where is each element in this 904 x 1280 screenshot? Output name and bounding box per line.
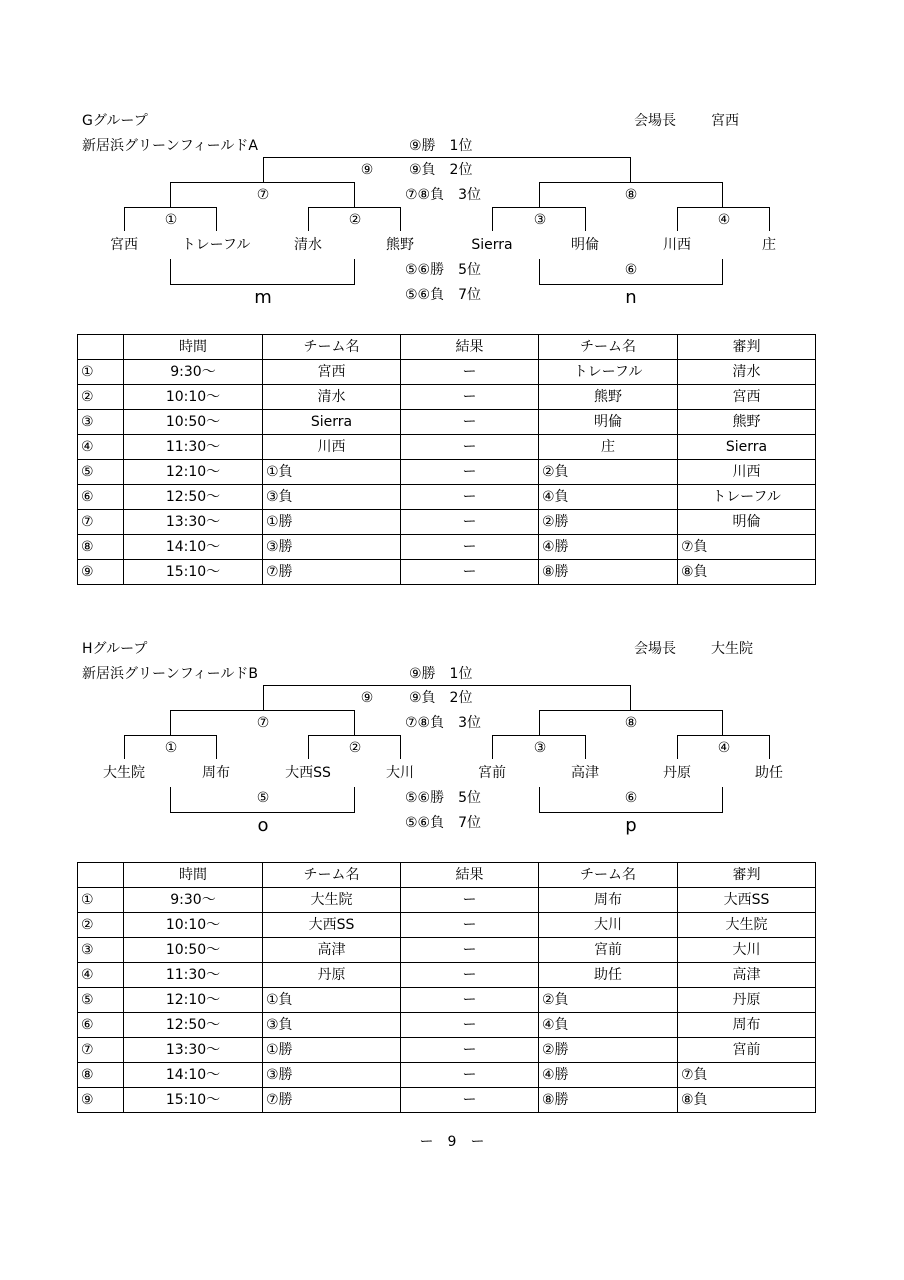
bracket-line xyxy=(585,735,586,759)
team-b-cell: ②勝 xyxy=(539,1038,678,1063)
result-third: ⑦⑧負 3位 xyxy=(405,715,482,731)
column-header: チーム名 xyxy=(539,335,678,360)
time-cell: 10:50～ xyxy=(124,938,263,963)
team-a-cell: 大西SS xyxy=(263,913,401,938)
referee-cell: ⑧負 xyxy=(678,1088,816,1113)
time-cell: 13:30～ xyxy=(124,510,263,535)
bracket-line xyxy=(400,207,401,231)
time-cell: 12:10～ xyxy=(124,460,263,485)
result-fifth: ⑤⑥勝 5位 xyxy=(405,790,482,806)
match-mark-3: ③ xyxy=(533,212,547,228)
time-cell: 15:10～ xyxy=(124,1088,263,1113)
bracket-line xyxy=(170,812,355,813)
team-a-cell: Sierra xyxy=(263,410,401,435)
time-cell: 14:10～ xyxy=(124,1063,263,1088)
match-number-cell: ⑥ xyxy=(78,485,124,510)
referee-cell: ⑦負 xyxy=(678,1063,816,1088)
match-number-cell: ⑤ xyxy=(78,460,124,485)
bracket-line xyxy=(124,735,217,736)
referee-cell: 丹原 xyxy=(678,988,816,1013)
team-b-cell: ②負 xyxy=(539,460,678,485)
bracket-line xyxy=(170,710,171,736)
result-cell: ー xyxy=(401,385,539,410)
bracket-line xyxy=(722,787,723,813)
time-cell: 10:10～ xyxy=(124,385,263,410)
result-cell: ー xyxy=(401,1063,539,1088)
column-header: チーム名 xyxy=(539,863,678,888)
result-cell: ー xyxy=(401,460,539,485)
result-first: ⑨勝 1位 xyxy=(409,138,473,154)
time-cell: 10:10～ xyxy=(124,913,263,938)
match-number-cell: ① xyxy=(78,360,124,385)
time-cell: 15:10～ xyxy=(124,560,263,585)
bracket-line xyxy=(263,157,264,183)
match-mark-2: ② xyxy=(348,740,362,756)
team-b-cell: 大川 xyxy=(539,913,678,938)
bracket-line xyxy=(722,259,723,285)
result-second: ⑨負 2位 xyxy=(409,690,473,706)
match-number-cell: ④ xyxy=(78,963,124,988)
team-a-cell: 丹原 xyxy=(263,963,401,988)
team-b-cell: 明倫 xyxy=(539,410,678,435)
team-name: 助任 xyxy=(755,765,783,781)
team-name: 宮西 xyxy=(110,237,138,253)
bracket-line xyxy=(308,207,309,231)
bracket-line xyxy=(170,284,355,285)
table-row xyxy=(78,888,816,913)
bracket-line xyxy=(170,787,171,813)
table-row xyxy=(78,510,816,535)
bracket-line xyxy=(677,735,678,759)
team-b-cell: 周布 xyxy=(539,888,678,913)
bracket-line xyxy=(677,207,678,231)
time-cell: 11:30～ xyxy=(124,963,263,988)
result-cell: ー xyxy=(401,560,539,585)
bracket-line xyxy=(170,182,171,208)
result-cell: ー xyxy=(401,963,539,988)
time-cell: 9:30～ xyxy=(124,888,263,913)
team-b-cell: トレーフル xyxy=(539,360,678,385)
match-number-cell: ⑦ xyxy=(78,510,124,535)
bracket-line xyxy=(216,735,217,759)
bracket-line xyxy=(263,685,631,686)
team-name: 大川 xyxy=(386,765,414,781)
table-row xyxy=(78,460,816,485)
venue-chief-name: 宮西 xyxy=(711,113,739,129)
team-a-cell: ⑦勝 xyxy=(263,560,401,585)
team-b-cell: ④負 xyxy=(539,485,678,510)
match-mark-5: ⑤ xyxy=(256,790,270,806)
match-mark-9: ⑨ xyxy=(360,690,374,706)
bracket-line xyxy=(170,710,355,711)
referee-cell: ⑦負 xyxy=(678,535,816,560)
result-cell: ー xyxy=(401,435,539,460)
result-cell: ー xyxy=(401,938,539,963)
bracket-line xyxy=(124,735,125,759)
time-cell: 13:30～ xyxy=(124,1038,263,1063)
match-number-cell: ③ xyxy=(78,938,124,963)
table-row xyxy=(78,963,816,988)
referee-cell: 清水 xyxy=(678,360,816,385)
column-header xyxy=(78,863,124,888)
match-number-cell: ⑤ xyxy=(78,988,124,1013)
time-cell: 10:50～ xyxy=(124,410,263,435)
result-cell: ー xyxy=(401,360,539,385)
consolation-label-left: m xyxy=(254,287,272,308)
team-a-cell: ③負 xyxy=(263,1013,401,1038)
match-number-cell: ⑧ xyxy=(78,1063,124,1088)
bracket-line xyxy=(170,259,171,285)
referee-cell: トレーフル xyxy=(678,485,816,510)
match-mark-6: ⑥ xyxy=(624,262,638,278)
bracket-line xyxy=(769,735,770,759)
table-row xyxy=(78,1038,816,1063)
referee-cell: 高津 xyxy=(678,963,816,988)
team-b-cell: 熊野 xyxy=(539,385,678,410)
team-b-cell: ②負 xyxy=(539,988,678,1013)
venue-chief-label: 会場長 xyxy=(634,113,676,129)
consolation-label-right: n xyxy=(625,287,637,308)
bracket-line xyxy=(354,182,355,208)
result-cell: ー xyxy=(401,410,539,435)
result-cell: ー xyxy=(401,510,539,535)
table-header-row xyxy=(78,863,816,888)
referee-cell: 大川 xyxy=(678,938,816,963)
team-a-cell: 高津 xyxy=(263,938,401,963)
referee-cell: 川西 xyxy=(678,460,816,485)
venue-chief-label: 会場長 xyxy=(634,641,676,657)
bracket-line xyxy=(308,735,309,759)
team-name: 丹原 xyxy=(663,765,691,781)
team-name: トレーフル xyxy=(181,237,251,253)
referee-cell: 大生院 xyxy=(678,913,816,938)
result-third: ⑦⑧負 3位 xyxy=(405,187,482,203)
result-cell: ー xyxy=(401,1088,539,1113)
team-name: 周布 xyxy=(202,765,230,781)
match-number-cell: ② xyxy=(78,385,124,410)
bracket-line xyxy=(539,182,723,183)
table-row xyxy=(78,1013,816,1038)
result-first: ⑨勝 1位 xyxy=(409,666,473,682)
group-title: Hグループ xyxy=(82,641,148,657)
referee-cell: 熊野 xyxy=(678,410,816,435)
table-row xyxy=(78,410,816,435)
bracket-line xyxy=(539,787,540,813)
bracket-line xyxy=(492,735,493,759)
table-row xyxy=(78,435,816,460)
team-a-cell: ③勝 xyxy=(263,1063,401,1088)
team-a-cell: ①負 xyxy=(263,460,401,485)
team-b-cell: ⑧勝 xyxy=(539,560,678,585)
table-row xyxy=(78,1088,816,1113)
result-cell: ー xyxy=(401,913,539,938)
referee-cell: Sierra xyxy=(678,435,816,460)
table-row xyxy=(78,360,816,385)
bracket-line xyxy=(677,207,770,208)
time-cell: 12:50～ xyxy=(124,485,263,510)
page-number: ー 9 ー xyxy=(419,1134,485,1150)
team-a-cell: 川西 xyxy=(263,435,401,460)
team-a-cell: ①勝 xyxy=(263,510,401,535)
bracket-line xyxy=(585,207,586,231)
team-b-cell: 宮前 xyxy=(539,938,678,963)
bracket-line xyxy=(263,157,631,158)
result-seventh: ⑤⑥負 7位 xyxy=(405,287,482,303)
bracket-line xyxy=(539,284,723,285)
referee-cell: ⑧負 xyxy=(678,560,816,585)
bracket-line xyxy=(630,685,631,711)
time-cell: 12:10～ xyxy=(124,988,263,1013)
bracket-line xyxy=(492,735,586,736)
referee-cell: 宮前 xyxy=(678,1038,816,1063)
team-name: 川西 xyxy=(663,237,691,253)
team-name: 高津 xyxy=(571,765,599,781)
team-a-cell: ①勝 xyxy=(263,1038,401,1063)
time-cell: 11:30～ xyxy=(124,435,263,460)
table-row xyxy=(78,988,816,1013)
bracket-line xyxy=(677,735,770,736)
consolation-label-left: o xyxy=(257,815,269,836)
match-mark-6: ⑥ xyxy=(624,790,638,806)
bracket-line xyxy=(539,259,540,285)
bracket-line xyxy=(170,182,355,183)
referee-cell: 宮西 xyxy=(678,385,816,410)
match-mark-2: ② xyxy=(348,212,362,228)
column-header: 時間 xyxy=(124,863,263,888)
column-header: 結果 xyxy=(401,335,539,360)
table-row xyxy=(78,938,816,963)
team-b-cell: 助任 xyxy=(539,963,678,988)
bracket-line xyxy=(539,812,723,813)
bracket-line xyxy=(354,787,355,813)
table-row xyxy=(78,560,816,585)
match-number-cell: ⑥ xyxy=(78,1013,124,1038)
match-mark-7: ⑦ xyxy=(256,715,270,731)
result-fifth: ⑤⑥勝 5位 xyxy=(405,262,482,278)
result-cell: ー xyxy=(401,535,539,560)
team-b-cell: ⑧勝 xyxy=(539,1088,678,1113)
time-cell: 12:50～ xyxy=(124,1013,263,1038)
consolation-label-right: p xyxy=(625,815,637,836)
column-header: チーム名 xyxy=(263,863,401,888)
time-cell: 14:10～ xyxy=(124,535,263,560)
team-a-cell: ①負 xyxy=(263,988,401,1013)
result-seventh: ⑤⑥負 7位 xyxy=(405,815,482,831)
bracket-line xyxy=(263,685,264,711)
venue-chief-name: 大生院 xyxy=(711,641,753,657)
bracket-line xyxy=(492,207,586,208)
bracket-line xyxy=(354,259,355,285)
result-cell: ー xyxy=(401,888,539,913)
match-number-cell: ⑨ xyxy=(78,1088,124,1113)
table-row xyxy=(78,385,816,410)
match-number-cell: ② xyxy=(78,913,124,938)
bracket-line xyxy=(630,157,631,183)
match-number-cell: ① xyxy=(78,888,124,913)
table-row xyxy=(78,913,816,938)
bracket-line xyxy=(722,182,723,208)
team-a-cell: ③負 xyxy=(263,485,401,510)
column-header: 結果 xyxy=(401,863,539,888)
match-number-cell: ⑧ xyxy=(78,535,124,560)
match-number-cell: ⑨ xyxy=(78,560,124,585)
team-b-cell: ②勝 xyxy=(539,510,678,535)
team-name: Sierra xyxy=(471,237,513,253)
time-cell: 9:30～ xyxy=(124,360,263,385)
referee-cell: 大西SS xyxy=(678,888,816,913)
bracket-line xyxy=(308,207,401,208)
match-number-cell: ③ xyxy=(78,410,124,435)
bracket-line xyxy=(354,710,355,736)
match-mark-1: ① xyxy=(164,212,178,228)
team-b-cell: ④勝 xyxy=(539,1063,678,1088)
match-mark-7: ⑦ xyxy=(256,187,270,203)
column-header: 審判 xyxy=(678,863,816,888)
team-name: 明倫 xyxy=(571,237,599,253)
bracket-line xyxy=(308,735,401,736)
venue-name: 新居浜グリーンフィールドB xyxy=(82,666,258,682)
bracket-line xyxy=(769,207,770,231)
team-a-cell: ⑦勝 xyxy=(263,1088,401,1113)
team-name: 大生院 xyxy=(103,765,145,781)
match-mark-8: ⑧ xyxy=(624,715,638,731)
column-header: 審判 xyxy=(678,335,816,360)
result-cell: ー xyxy=(401,1038,539,1063)
bracket-line xyxy=(124,207,217,208)
table-row xyxy=(78,535,816,560)
result-cell: ー xyxy=(401,485,539,510)
venue-name: 新居浜グリーンフィールドA xyxy=(82,138,258,154)
team-b-cell: 庄 xyxy=(539,435,678,460)
team-a-cell: 宮西 xyxy=(263,360,401,385)
bracket-line xyxy=(539,710,540,736)
match-mark-4: ④ xyxy=(717,740,731,756)
match-mark-1: ① xyxy=(164,740,178,756)
match-number-cell: ④ xyxy=(78,435,124,460)
group-title: Gグループ xyxy=(82,113,148,129)
bracket-line xyxy=(492,207,493,231)
column-header: チーム名 xyxy=(263,335,401,360)
team-a-cell: 大生院 xyxy=(263,888,401,913)
bracket-line xyxy=(124,207,125,231)
team-name: 熊野 xyxy=(386,237,414,253)
team-name: 宮前 xyxy=(478,765,506,781)
schedule-table xyxy=(77,862,816,1113)
match-mark-9: ⑨ xyxy=(360,162,374,178)
result-second: ⑨負 2位 xyxy=(409,162,473,178)
match-mark-8: ⑧ xyxy=(624,187,638,203)
table-header-row xyxy=(78,335,816,360)
team-name: 清水 xyxy=(294,237,322,253)
team-name: 庄 xyxy=(762,237,776,253)
team-b-cell: ④負 xyxy=(539,1013,678,1038)
match-mark-3: ③ xyxy=(533,740,547,756)
bracket-line xyxy=(722,710,723,736)
table-row xyxy=(78,1063,816,1088)
match-mark-4: ④ xyxy=(717,212,731,228)
team-b-cell: ④勝 xyxy=(539,535,678,560)
result-cell: ー xyxy=(401,988,539,1013)
table-row xyxy=(78,485,816,510)
result-cell: ー xyxy=(401,1013,539,1038)
team-name: 大西SS xyxy=(285,765,331,781)
bracket-line xyxy=(539,182,540,208)
schedule-table xyxy=(77,334,816,585)
match-number-cell: ⑦ xyxy=(78,1038,124,1063)
bracket-line xyxy=(400,735,401,759)
column-header xyxy=(78,335,124,360)
column-header: 時間 xyxy=(124,335,263,360)
team-a-cell: 清水 xyxy=(263,385,401,410)
bracket-line xyxy=(216,207,217,231)
bracket-line xyxy=(539,710,723,711)
referee-cell: 周布 xyxy=(678,1013,816,1038)
referee-cell: 明倫 xyxy=(678,510,816,535)
team-a-cell: ③勝 xyxy=(263,535,401,560)
